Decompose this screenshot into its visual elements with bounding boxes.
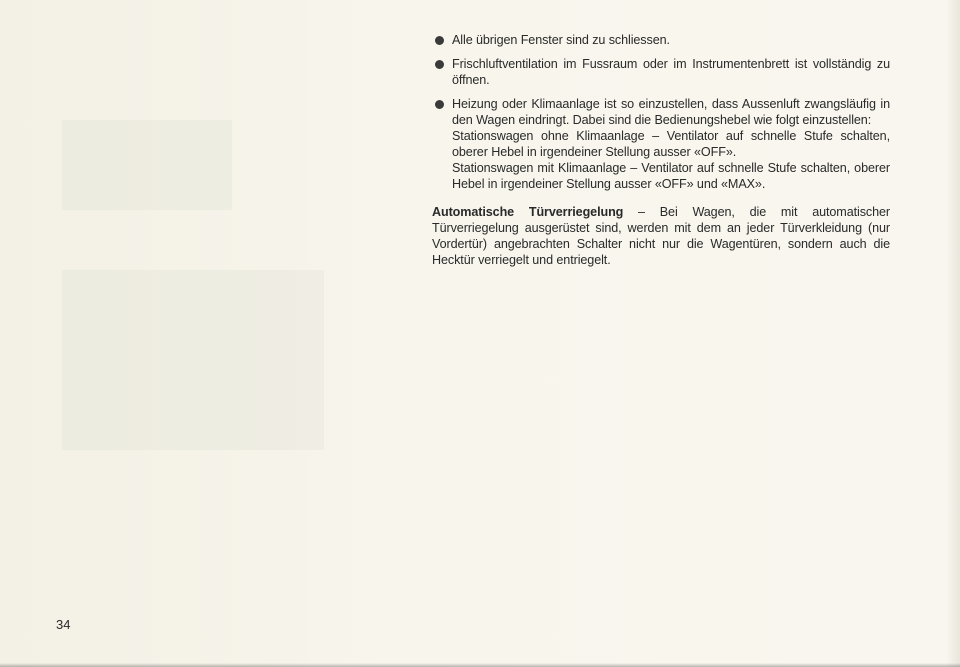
- paragraph-heading: Automatische Türverriegelung: [432, 205, 624, 219]
- bullet-item: [432, 56, 890, 88]
- bullet-icon: [435, 100, 444, 109]
- bleed-through-block: [62, 270, 324, 450]
- text-column: [432, 32, 890, 268]
- paragraph-body: – Bei Wagen, die mit automatischer Türverriegelung ausgerüstet sind, werden mit dem an jeder Türverkleidung (nur Vordertür) angebrachten Schalter nicht nur die Wagentüren, sondern auch die Hecktür verriegelt und entriegelt.: [432, 205, 890, 267]
- bullet-item: [432, 96, 890, 192]
- bullet-icon: [435, 36, 444, 45]
- paragraph-door-lock: [432, 204, 890, 268]
- page-edge-shadow: [946, 0, 960, 667]
- bullet-text: Frischluftventilation im Fussraum oder im Instrumentenbrett ist vollständig zu öffnen.: [452, 57, 890, 87]
- bullet-text: Heizung oder Klimaanlage ist so einzustellen, dass Aussenluft zwangsläufig in den Wagen eindringt. Dabei sind die Bedienungshebel wie folgt einzustellen:: [452, 97, 890, 127]
- bullet-icon: [435, 60, 444, 69]
- bullet-text: Alle übrigen Fenster sind zu schliessen.: [452, 33, 670, 47]
- setting-line-with-ac: Stationswagen mit Klimaanlage – Ventilator auf schnelle Stufe schalten, oberer Hebel in irgendeiner Stellung ausser «OFF» und «MAX».: [452, 161, 890, 191]
- page-bottom-edge: [0, 663, 960, 667]
- bullet-item: [432, 32, 890, 48]
- page-number: 34: [56, 617, 71, 632]
- setting-line-without-ac: Stationswagen ohne Klimaanlage – Ventilator auf schnelle Stufe schalten, oberer Hebel in irgendeiner Stellung ausser «OFF».: [452, 129, 890, 159]
- bleed-through-block: [62, 120, 232, 210]
